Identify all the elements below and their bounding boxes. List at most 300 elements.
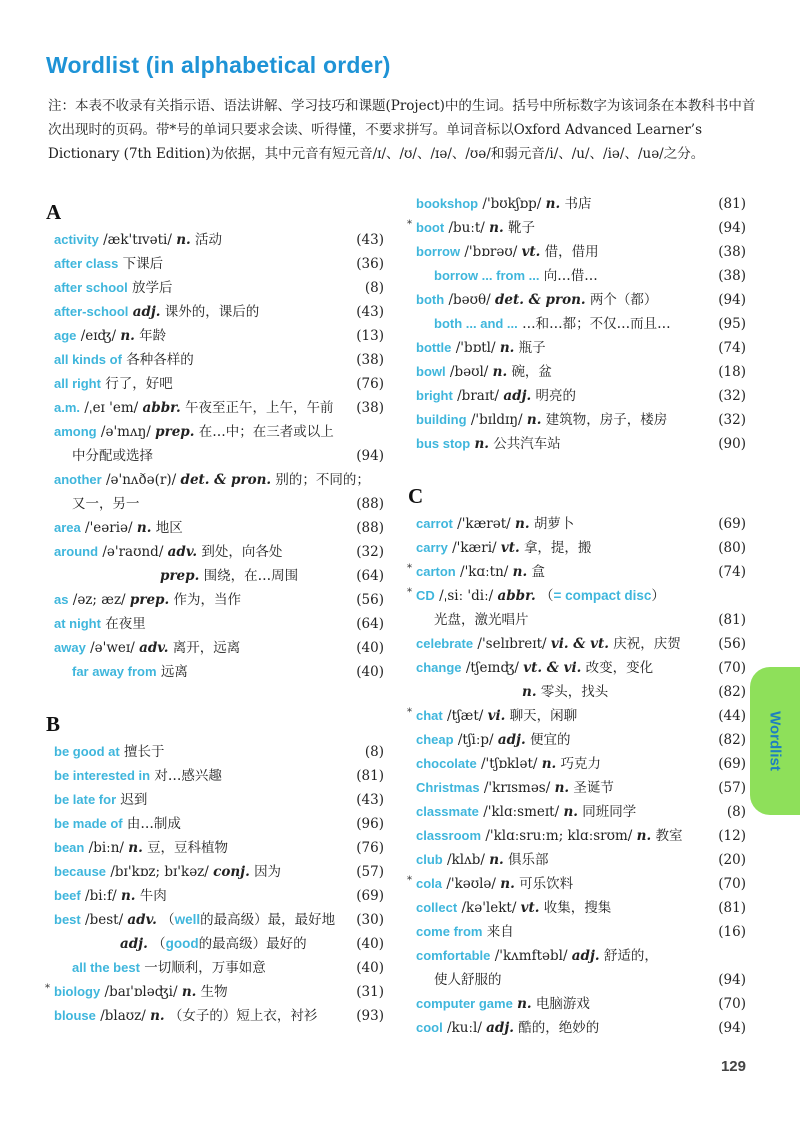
wordlist-entry xyxy=(54,588,384,612)
wordlist-entry xyxy=(54,396,384,420)
entry-translation: 庆祝，庆贺 xyxy=(613,636,681,652)
wordlist-entry xyxy=(416,728,746,752)
entry-part-of-speech: prep. xyxy=(129,592,170,608)
entry-phonetic: /kuːl/ xyxy=(447,1020,482,1036)
section-letter: B xyxy=(46,712,61,736)
entry-phonetic: /'eəriə/ xyxy=(85,520,133,536)
entry-phonetic: /klʌb/ xyxy=(447,852,485,868)
entry-headword: be made of xyxy=(54,816,123,831)
wordlist-entry xyxy=(54,836,384,860)
wordlist-entry xyxy=(416,752,746,776)
entry-headword: away xyxy=(54,640,86,655)
entry-part-of-speech: n. xyxy=(545,196,561,212)
entry-headword: cheap xyxy=(416,732,454,747)
wordlist-entry xyxy=(416,240,746,264)
spoken-only-marker: * xyxy=(407,707,412,718)
entry-translation: 离开，远离 xyxy=(172,640,241,656)
entry-page-ref: (13) xyxy=(356,328,384,344)
entry-headword: borrow ... from ... xyxy=(434,268,540,283)
spoken-only-marker: * xyxy=(407,587,412,598)
entry-translation: 向…借… xyxy=(543,268,598,284)
entry-phonetic: /bəʊl/ xyxy=(449,364,489,380)
entry-headword: both ... and ... xyxy=(434,316,518,331)
entry-part-of-speech: n. xyxy=(120,328,135,344)
entry-page-ref: (12) xyxy=(718,828,746,844)
entry-headword: biology xyxy=(54,984,101,999)
entry-translation: 来自 xyxy=(486,924,514,940)
entry-headword: blouse xyxy=(54,1008,96,1023)
entry-part-of-speech: adj. xyxy=(503,388,532,404)
spoken-only-marker: * xyxy=(45,983,50,994)
entry-part-of-speech: vt. xyxy=(520,900,540,916)
entry-headword: bookshop xyxy=(416,196,479,211)
entry-headword: chat xyxy=(416,708,443,723)
entry-part-of-speech: n. xyxy=(554,780,570,796)
entry-phonetic: /'tʃɒklət/ xyxy=(480,756,538,772)
entry-page-ref: (30) xyxy=(356,912,384,928)
entry-part-of-speech: n. xyxy=(522,684,537,700)
entry-page-ref: (31) xyxy=(356,984,384,1000)
entry-phonetic: /baɪ'ɒləʤi/ xyxy=(104,984,178,1000)
entry-page-ref: (40) xyxy=(356,664,384,680)
entry-headword: club xyxy=(416,852,443,867)
entry-page-ref: (43) xyxy=(356,792,384,808)
wordlist-entry xyxy=(416,1016,746,1040)
entry-headword: be good at xyxy=(54,744,120,759)
entry-part-of-speech: n. xyxy=(150,1008,165,1024)
entry-translation: 圣诞节 xyxy=(573,780,614,796)
entry-page-ref: (16) xyxy=(718,924,746,940)
entry-headword: boot xyxy=(416,220,445,235)
page-title: Wordlist (in alphabetical order) xyxy=(46,52,391,78)
entry-part-of-speech: n. xyxy=(499,340,515,356)
entry-part-of-speech: det. & pron. xyxy=(180,472,272,488)
entry-translation: 在夜里 xyxy=(105,616,146,632)
entry-translation: 舒适的， xyxy=(603,948,658,964)
entry-page-ref: (32) xyxy=(718,412,746,428)
entry-translation: 中分配或选择 xyxy=(72,448,153,464)
entry-translation: 借，借用 xyxy=(544,244,599,260)
translation-keyword: good xyxy=(165,936,199,951)
entry-headword: cola xyxy=(416,876,443,891)
entry-page-ref: (81) xyxy=(718,900,746,916)
wordlist-entry xyxy=(416,776,746,800)
entry-page-ref: (90) xyxy=(718,436,746,452)
entry-translation: 活动 xyxy=(195,232,222,248)
entry-translation: 俱乐部 xyxy=(508,852,549,868)
entry-translation: 又一，另一 xyxy=(72,496,140,512)
wordlist-entry xyxy=(416,384,746,408)
wordlist-entry xyxy=(54,764,384,788)
entry-translation: 收集，搜集 xyxy=(543,900,612,916)
entry-headword: bus stop xyxy=(416,436,471,451)
entry-page-ref: (94) xyxy=(718,1020,746,1036)
wordlist-entry xyxy=(54,860,384,884)
entry-page-ref: (64) xyxy=(356,616,384,632)
entry-headword: CD xyxy=(416,588,435,603)
entry-translation: 零头，找头 xyxy=(540,684,609,700)
wordlist-entry xyxy=(416,680,746,704)
entry-page-ref: (40) xyxy=(356,936,384,952)
entry-translation: 公共汽车站 xyxy=(493,436,561,452)
entry-part-of-speech: n. xyxy=(120,888,136,904)
entry-page-ref: (88) xyxy=(356,520,384,536)
wordlist-entry xyxy=(54,228,384,252)
entry-page-ref: (88) xyxy=(356,496,384,512)
entry-translation: 酷的，绝妙的 xyxy=(518,1020,600,1036)
wordlist-entry xyxy=(416,408,746,432)
entry-phonetic: /best/ xyxy=(85,912,124,928)
entry-phonetic: /'selɪbreɪt/ xyxy=(477,636,547,652)
entry-part-of-speech: vi. xyxy=(487,708,506,724)
entry-translation: 行了，好吧 xyxy=(105,376,173,392)
wordlist-entry xyxy=(54,468,384,492)
entry-headword: collect xyxy=(416,900,458,915)
wordlist-entry xyxy=(416,536,746,560)
entry-translation: 因为 xyxy=(254,864,282,880)
entry-page-ref: (81) xyxy=(718,612,746,628)
spoken-only-marker: * xyxy=(407,875,412,886)
wordlist-entry xyxy=(416,656,746,680)
wordlist-entry xyxy=(54,276,384,300)
entry-part-of-speech: adj. xyxy=(497,732,526,748)
translation-text: 的最高级）最好的 xyxy=(198,936,307,952)
entry-translation: 下课后 xyxy=(122,256,164,272)
entry-page-ref: (80) xyxy=(718,540,746,556)
entry-phonetic: /buːt/ xyxy=(448,220,485,236)
entry-part-of-speech: abbr. xyxy=(497,588,536,604)
entry-headword: activity xyxy=(54,232,99,247)
wordlist-column-left xyxy=(45,196,384,1028)
entry-translation: 盒 xyxy=(531,564,545,580)
entry-headword: another xyxy=(54,472,102,487)
entry-headword: bottle xyxy=(416,340,452,355)
entry-headword: both xyxy=(416,292,445,307)
entry-part-of-speech: n. xyxy=(526,412,542,428)
entry-part-of-speech: adv. xyxy=(127,912,157,928)
entry-phonetic: /'kʌmftəbl/ xyxy=(494,948,568,964)
wordlist-entry xyxy=(416,944,746,968)
entry-headword: among xyxy=(54,424,97,439)
entry-translation: 两个（都） xyxy=(589,292,658,308)
entry-headword: as xyxy=(54,592,69,607)
entry-translation: 胡萝卜 xyxy=(533,516,575,532)
entry-headword: be interested in xyxy=(54,768,151,783)
entry-translation: 远离 xyxy=(160,664,188,680)
entry-part-of-speech: adj. xyxy=(571,948,600,964)
entry-phonetic: /blaʊz/ xyxy=(100,1008,146,1024)
entry-phonetic: /kə'lekt/ xyxy=(461,900,517,916)
entry-phonetic: /ə'nʌðə(r)/ xyxy=(105,472,177,488)
entry-translation: 别的；不同的； xyxy=(275,472,370,488)
entry-headword: Christmas xyxy=(416,780,480,795)
wordlist-entry xyxy=(54,812,384,836)
entry-page-ref: (56) xyxy=(718,636,746,652)
entry-part-of-speech: vt. & vi. xyxy=(523,660,582,676)
wordlist-column-right xyxy=(407,192,746,1040)
entry-page-ref: (96) xyxy=(356,816,384,832)
wordlist-entry xyxy=(416,968,746,992)
entry-phonetic: /'bɒtl/ xyxy=(455,340,496,356)
entry-page-ref: (69) xyxy=(356,888,384,904)
entry-headword: classmate xyxy=(416,804,479,819)
entry-translation: 建筑物，房子，楼房 xyxy=(545,412,668,428)
entry-phonetic: /ə'weɪ/ xyxy=(90,640,135,656)
wordlist-entry xyxy=(54,740,384,764)
wordlist-entry xyxy=(416,896,746,920)
section-gap xyxy=(54,684,384,708)
entry-translation: 午夜至正午，上午，午前 xyxy=(185,400,334,416)
entry-page-ref: (76) xyxy=(356,376,384,392)
entry-phonetic: /bɪ'kɒz; bɪ'kəz/ xyxy=(110,864,209,880)
wordlist-entry xyxy=(416,288,746,312)
entry-page-ref: (82) xyxy=(718,732,746,748)
entry-headword: all the best xyxy=(72,960,140,975)
entry-headword: carton xyxy=(416,564,456,579)
entry-headword: bright xyxy=(416,388,453,403)
spoken-only-marker: * xyxy=(407,219,412,230)
entry-translation: 便宜的 xyxy=(529,732,571,748)
entry-translation xyxy=(540,588,665,604)
wordlist-entry xyxy=(54,908,384,932)
entry-page-ref: (57) xyxy=(356,864,384,880)
section-letter: A xyxy=(46,200,62,224)
entry-translation: （女子的）短上衣，衬衫 xyxy=(168,1008,318,1024)
entry-page-ref: (94) xyxy=(718,220,746,236)
wordlist-entry xyxy=(407,216,746,240)
wordlist-entry xyxy=(416,360,746,384)
wordlist-entry xyxy=(407,704,746,728)
entry-part-of-speech: abbr. xyxy=(142,400,181,416)
side-tab-label: Wordlist xyxy=(766,711,784,771)
wordlist-entry xyxy=(416,992,746,1016)
entry-page-ref: (81) xyxy=(718,196,746,212)
entry-headword: far away from xyxy=(72,664,157,679)
wordlist-entry xyxy=(407,584,746,608)
translation-keyword: well xyxy=(174,912,201,927)
page-number: 129 xyxy=(720,1058,746,1075)
entry-translation: 在…中；在三者或以上 xyxy=(198,424,334,440)
entry-page-ref: (94) xyxy=(718,972,746,988)
entry-phonetic: /biːn/ xyxy=(88,840,124,856)
wordlist-entry xyxy=(54,932,384,956)
entry-translation: 迟到 xyxy=(120,792,148,808)
entry-translation xyxy=(161,912,335,928)
translation-open-paren: （ xyxy=(161,912,175,928)
entry-phonetic: /bəʊθ/ xyxy=(448,292,491,308)
entry-phonetic: /ə'raʊnd/ xyxy=(102,544,164,560)
entry-part-of-speech: vt. xyxy=(500,540,520,556)
entry-translation: 擅长于 xyxy=(124,744,165,760)
entry-part-of-speech: n. xyxy=(500,876,515,892)
entry-headword: computer game xyxy=(416,996,513,1011)
entry-part-of-speech: n. xyxy=(489,852,504,868)
entry-headword: after school xyxy=(54,280,128,295)
entry-part-of-speech: n. xyxy=(181,984,197,1000)
entry-part-of-speech: n. xyxy=(512,564,528,580)
entry-page-ref: (40) xyxy=(356,960,384,976)
wordlist-side-tab xyxy=(750,667,800,815)
entry-phonetic: /'bɪldɪŋ/ xyxy=(470,412,523,428)
entry-headword: because xyxy=(54,864,107,879)
wordlist-entry xyxy=(45,980,384,1004)
entry-translation: 一切顺利，万事如意 xyxy=(144,960,266,976)
translation-keyword: = compact disc xyxy=(553,588,652,603)
entry-headword: all kinds of xyxy=(54,352,122,367)
entry-part-of-speech: prep. xyxy=(160,568,200,584)
entry-headword: age xyxy=(54,328,77,343)
entry-phonetic: /'krɪsməs/ xyxy=(483,780,551,796)
entry-headword: building xyxy=(416,412,467,427)
entry-part-of-speech: n. xyxy=(517,996,532,1012)
entry-translation: 教室 xyxy=(655,828,683,844)
entry-phonetic: /'kærət/ xyxy=(457,516,511,532)
entry-page-ref: (38) xyxy=(356,352,384,368)
entry-headword: celebrate xyxy=(416,636,474,651)
entry-translation: 地区 xyxy=(155,520,183,536)
entry-phonetic: /'kəʊlə/ xyxy=(446,876,496,892)
entry-translation: …和…都；不仅…而且… xyxy=(522,316,671,332)
entry-translation: 豆，豆科植物 xyxy=(147,840,229,856)
entry-part-of-speech: adj. xyxy=(132,304,161,320)
entry-translation: 光盘，激光唱片 xyxy=(434,612,529,628)
entry-headword: all right xyxy=(54,376,101,391)
entry-page-ref: (8) xyxy=(364,280,384,296)
entry-page-ref: (69) xyxy=(718,756,746,772)
wordlist-entry xyxy=(416,608,746,632)
entry-page-ref: (76) xyxy=(356,840,384,856)
entry-phonetic: /æk'tɪvəti/ xyxy=(103,232,172,248)
wordlist-entry xyxy=(407,560,746,584)
wordlist-entry xyxy=(54,372,384,396)
entry-headword: borrow xyxy=(416,244,461,259)
entry-phonetic: /'klɑːsmeɪt/ xyxy=(483,804,560,820)
entry-page-ref: (69) xyxy=(718,516,746,532)
entry-translation: 靴子 xyxy=(507,220,535,236)
entry-headword: cool xyxy=(416,1020,443,1035)
intro-note: 注：本表不收录有关指示语、语法讲解、学习技巧和课题(Project)中的生词。括号中所标数字为该词条在本教科书中首次出现时的页码。带*号的单词只要求会读、听得懂，不要求拼写。单词音标以Oxford Advanced Learner’s Dictionary (7th Edition)为依据，其中元音有短元音/ɪ/、/ʊ/、/ɪə/、/ʊə/和弱元音/i/、/u/、/iə/、/uə/之分。 xyxy=(48,98,756,162)
wordlist-entry xyxy=(54,956,384,980)
entry-page-ref: (94) xyxy=(356,448,384,464)
entry-phonetic: /'kæri/ xyxy=(452,540,497,556)
entry-page-ref: (70) xyxy=(718,876,746,892)
entry-page-ref: (70) xyxy=(718,996,746,1012)
wordlist-entry xyxy=(407,872,746,896)
entry-part-of-speech: n. xyxy=(489,220,504,236)
entry-translation: 由…制成 xyxy=(126,816,181,832)
entry-translation: 明亮的 xyxy=(535,388,576,404)
wordlist-entry xyxy=(416,312,746,336)
entry-headword: carrot xyxy=(416,516,453,531)
translation-text: ） xyxy=(651,588,665,604)
entry-part-of-speech: vt. xyxy=(521,244,541,260)
entry-page-ref: (18) xyxy=(718,364,746,380)
entry-phonetic: /braɪt/ xyxy=(457,388,500,404)
entry-headword: bean xyxy=(54,840,85,855)
wordlist-entry xyxy=(54,612,384,636)
entry-page-ref: (56) xyxy=(356,592,384,608)
entry-translation: 同班同学 xyxy=(582,804,637,820)
entry-headword: around xyxy=(54,544,99,559)
wordlist-entry xyxy=(54,636,384,660)
entry-part-of-speech: n. xyxy=(563,804,578,820)
entry-part-of-speech: n. xyxy=(636,828,652,844)
wordlist-entry xyxy=(416,336,746,360)
entry-part-of-speech: adj. xyxy=(486,1020,514,1036)
entry-headword: come from xyxy=(416,924,483,939)
entry-page-ref: (40) xyxy=(356,640,384,656)
entry-page-ref: (82) xyxy=(718,684,746,700)
entry-page-ref: (81) xyxy=(356,768,384,784)
entry-page-ref: (93) xyxy=(356,1008,384,1024)
wordlist-entry xyxy=(54,540,384,564)
entry-part-of-speech: n. xyxy=(492,364,508,380)
entry-translation: 牛肉 xyxy=(139,888,167,904)
entry-page-ref: (43) xyxy=(356,232,384,248)
entry-translation: 拿，提，搬 xyxy=(523,540,592,556)
entry-headword: classroom xyxy=(416,828,482,843)
entry-headword: a.m. xyxy=(54,400,81,415)
entry-page-ref: (70) xyxy=(718,660,746,676)
entry-headword: chocolate xyxy=(416,756,477,771)
entry-phonetic: /tʃæt/ xyxy=(447,708,484,724)
wordlist-entry xyxy=(54,252,384,276)
wordlist-entry xyxy=(416,920,746,944)
entry-part-of-speech: adj. xyxy=(120,936,148,952)
entry-page-ref: (38) xyxy=(356,400,384,416)
wordlist-entry xyxy=(54,884,384,908)
entry-translation: 碗，盆 xyxy=(511,364,552,380)
entry-part-of-speech: n. xyxy=(128,840,143,856)
wordlist-entry xyxy=(54,420,384,444)
entry-headword: be late for xyxy=(54,792,117,807)
entry-translation: 围绕，在…周围 xyxy=(203,568,299,584)
wordlist-entry xyxy=(416,800,746,824)
entry-part-of-speech: prep. xyxy=(155,424,195,440)
entry-headword: comfortable xyxy=(416,948,491,963)
wordlist-entry xyxy=(54,348,384,372)
entry-translation: 对…感兴趣 xyxy=(154,768,222,784)
entry-page-ref: (38) xyxy=(718,244,746,260)
wordlist-entry xyxy=(54,516,384,540)
entry-translation: 各种各样的 xyxy=(126,352,194,368)
entry-translation: 课外的，课后的 xyxy=(164,304,260,320)
entry-translation: 作为，当作 xyxy=(173,592,241,608)
entry-translation: 年龄 xyxy=(139,328,167,344)
entry-headword: best xyxy=(54,912,81,927)
entry-part-of-speech: n. xyxy=(515,516,530,532)
entry-translation xyxy=(152,936,307,952)
entry-part-of-speech: n. xyxy=(474,436,489,452)
entry-translation: 瓶子 xyxy=(518,340,546,356)
entry-page-ref: (38) xyxy=(718,268,746,284)
entry-headword: at night xyxy=(54,616,101,631)
entry-part-of-speech: n. xyxy=(136,520,152,536)
entry-translation: 巧克力 xyxy=(560,756,602,772)
entry-page-ref: (32) xyxy=(718,388,746,404)
entry-page-ref: (8) xyxy=(364,744,384,760)
entry-headword: beef xyxy=(54,888,81,903)
entry-phonetic: /eɪʤ/ xyxy=(80,328,117,344)
section-letter: C xyxy=(408,484,424,508)
entry-part-of-speech: adv. xyxy=(167,544,198,560)
entry-translation: 聊天，闲聊 xyxy=(509,708,578,724)
entry-phonetic: /ˌsiː 'diː/ xyxy=(439,588,494,604)
entry-page-ref: (20) xyxy=(718,852,746,868)
entry-page-ref: (74) xyxy=(718,564,746,580)
entry-phonetic: /'bʊkʃɒp/ xyxy=(482,196,542,212)
entry-page-ref: (95) xyxy=(718,316,746,332)
